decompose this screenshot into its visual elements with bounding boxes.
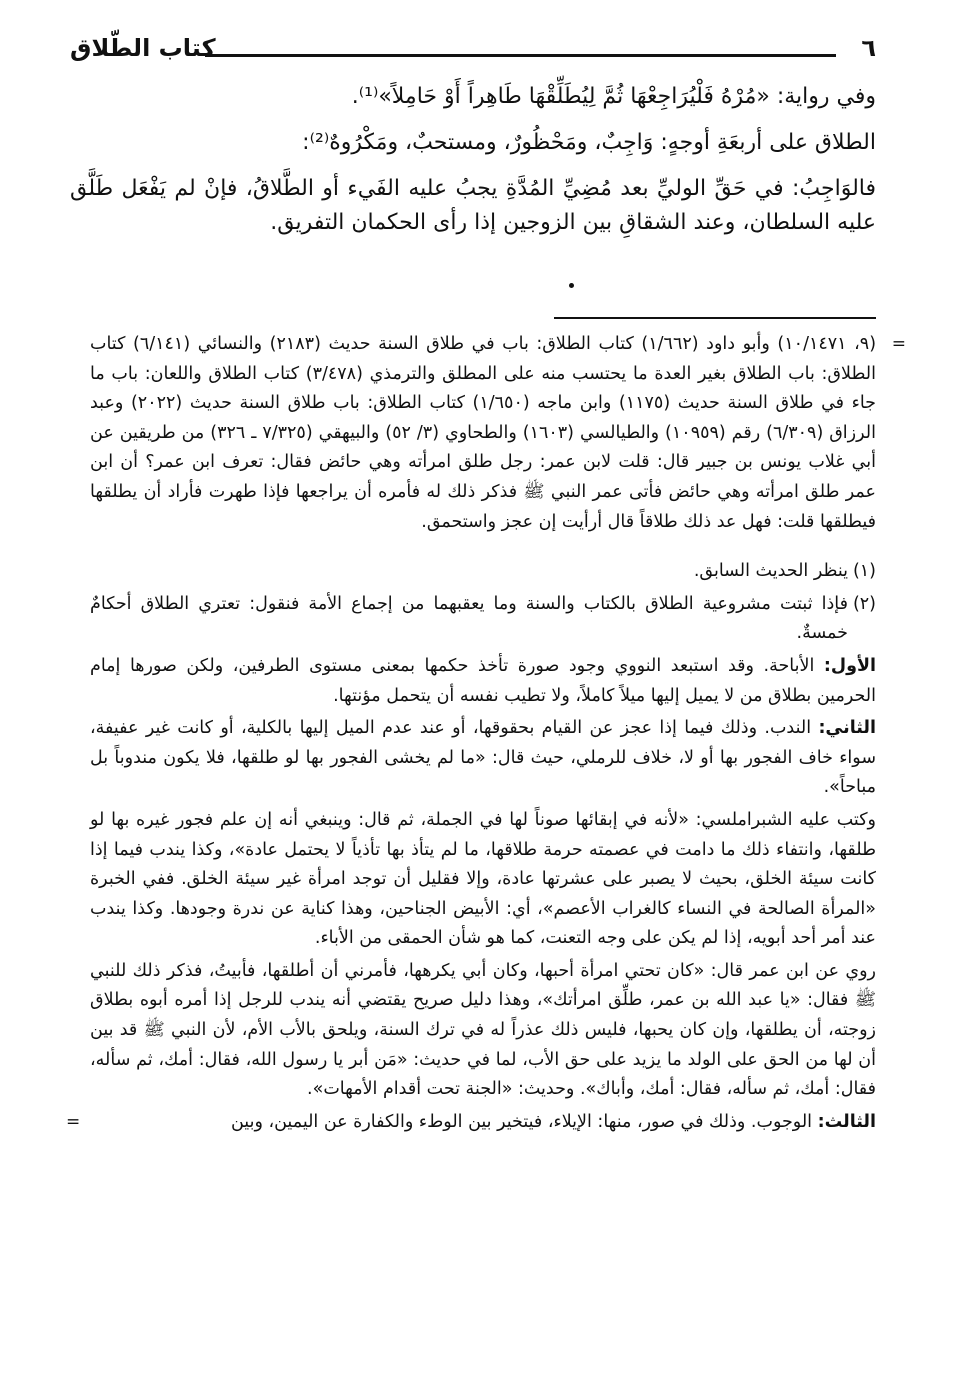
footnote-2-number: (٢) bbox=[852, 593, 876, 614]
continuation-mark: = bbox=[891, 334, 906, 354]
continuation-mark-end: = bbox=[66, 1111, 81, 1132]
page-number: ٦ bbox=[861, 34, 876, 62]
footnote-1 bbox=[90, 557, 876, 587]
second-label: الثاني: bbox=[818, 718, 876, 739]
footnote-continuation-text: (٩، ١٠/١٤٧١) وأبو داود (١/٦٦٢) كتاب الطلاق: باب في طلاق السنة حديث (٢١٨٣) والنسائي (٦/١٤١) كتاب الطلاق: باب الطلاق بغير العدة ما يحتسب منه على المطلق والترمذي (٣/٤٧٨) كتاب الطلاق واللعان: باب ما جاء في طلاق السنة حديث (١١٧٥) وابن ماجه (١/٦٥٠) كتاب الطلاق: باب طلاق السنة حديث (٢٠٢٢) وعبد الرزاق (٦/٣٠٩) رقم (١٠٩٥٩) والطيالسي (١٦٠٣) والطحاوي (٣/ ٥٢) والبيهقي (٧/٣٢٥ ـ ٣٢٦) من طريقين عن أبي غلاب يونس بن جبير قال: قلت لابن عمر: رجل طلق امرأته وهي حائض فقال: تعرف ابن عمر؟ أن ابن عمر طلق امرأته وهي حائض فأتى عمر النبي ﷺ فذكر ذلك له فأمره أن يراجعها فإذا طهرت فأراد أن يطلقها فيطلقها قلت: فهل عد ذلك طلاقاً قال أرأيت إن عجز واستحمق. bbox=[90, 334, 877, 532]
chapter-title: كتاب الطّلاق bbox=[70, 34, 216, 62]
footnote-2-second bbox=[90, 714, 876, 803]
footnote-continuation bbox=[90, 330, 906, 537]
first-text: الأباحة. وقد استبعد النووي وجود صورة تأخذ حكمها بمعنى مستوى الطرفين، ولكن صورها إمام الحرمين بطلاق من لا يميل إليها ميلاً كاملاً، ولا تطيب نفسه أن يتحمل مؤنتها. bbox=[90, 655, 876, 706]
footnote-2-first bbox=[90, 652, 876, 711]
footnote-1-text: ينظر الحديث السابق. bbox=[693, 561, 848, 582]
footnote-2-ibn-umar: روي عن ابن عمر قال: «كان تحتي امرأة أحبها، وكان أبي يكرهها، فأمرني أن أطلقها، فأبيتُ، فذكر ذلك للنبي ﷺ فقال: «يا عبد الله بن عمر، طلِّق امرأتك»، وهذا دليل صريح يقتضي أنه يندب للرجل إذا أمره أبوه بطلاق زوجته، أن يطلقها، وإن كان يحبها، فليس ذلك عذراً له في ترك السنة، ويلحق بالأب الأم، لأن النبي ﷺ قد بين أن لها من الحق على الولد ما يزيد على حق الأب، لما في حديث: «مَن أبر يا رسول الله، فقال: أمك، ثم سأله، فقال: أمك، ثم سأله، فقال: أمك، وأباك». وحديث: «الجنة تحت أقدام الأمهات». bbox=[90, 960, 876, 1100]
main-paragraph-wajib: فالوَاجِبُ: في حَقِّ الوليِّ بعد مُضِيِّ المُدَّةِ يجبُ عليه الفَيء أو الطَّلاقُ، فإنْ لم يَفْعَل طَلَّق عليه السلطان، وعند الشقاقِ بين الزوجين إذا رأى الحكمان التفريق. bbox=[70, 176, 876, 235]
page-header bbox=[70, 34, 876, 70]
main-paragraph-riwaya: وفي رواية: «مُرْهُ فَلْيُرَاجِعْهَا ثُمَّ لِيُطَلِّقْهَا طَاهِراً أَوْ حَامِلاً»⁽¹⁾. bbox=[351, 84, 876, 109]
second-text: الندب. وذلك فيما إذا عجز عن القيام بحقوقها، أو عند عدم الميل إليها بالكلية، أو كانت غير عفيفة، سواء خاف الفجور بها أو لا، خلاف للرملي، حيث قال: «ما لم يخشى الفجور بها لو طلقها، فلا يكون مندوباً بل مباحاً». bbox=[90, 718, 876, 798]
first-label: الأول: bbox=[823, 655, 876, 676]
footnote-2-shabramallisi: وكتب عليه الشبراملسي: «لأنه في إبقائها صوناً لها في الجملة، ثم قال: وينبغي أنه إن علم فجور غيره بها لو طلقها، وانتفاء ذلك ما دامت في عصمته حرمة طلاقها، ما لم يتأذ بها تأذياً لا يحتمل عادة»، وكذا يندب فيما إذا كانت سيئة الخلق، بحيث لا يصبر على عشرتها عادة، وإلا فقليل أن توجد امرأة غير سيئة الخلق. ففي الخبرة «المرأة الصالحة في النساء كالغراب الأعصم»، أي: الأبيض الجناحين، وهذا كناية عن ندرة وجودها. وكذا يندب عند أمر أحد أبويه، إذا لم يكن على وجه التعنت، كما هو شأن الحمقى من الأباء. bbox=[90, 809, 876, 949]
main-paragraph-types: الطلاق على أربعَةِ أوجهٍ: وَاجِبٌ، ومَحْظُورٌ، ومستحبٌ، ومَكْرُوهٌ⁽²⁾: bbox=[302, 130, 876, 155]
footnote-2-third bbox=[66, 1108, 876, 1138]
footnote-1-number: (١) bbox=[852, 561, 876, 582]
main-text bbox=[70, 80, 876, 240]
footnote-2-text: فإذا ثبتت مشروعية الطلاق بالكتاب والسنة وما يعقبهما من إجماع الأمة فنقول: تعتري الطلاق أحكامٌ خمسةٌ. bbox=[90, 593, 848, 644]
third-label: الثالث: bbox=[817, 1111, 876, 1132]
stray-dot bbox=[569, 283, 574, 288]
third-text: الوجوب. وذلك في صور، منها: الإيلاء، فيتخير بين الوطء والكفارة عن اليمين، وبين bbox=[230, 1111, 818, 1132]
footnotes bbox=[66, 330, 906, 1137]
header-rule bbox=[205, 54, 836, 57]
footnote-divider bbox=[554, 317, 876, 319]
footnote-2 bbox=[90, 590, 876, 649]
